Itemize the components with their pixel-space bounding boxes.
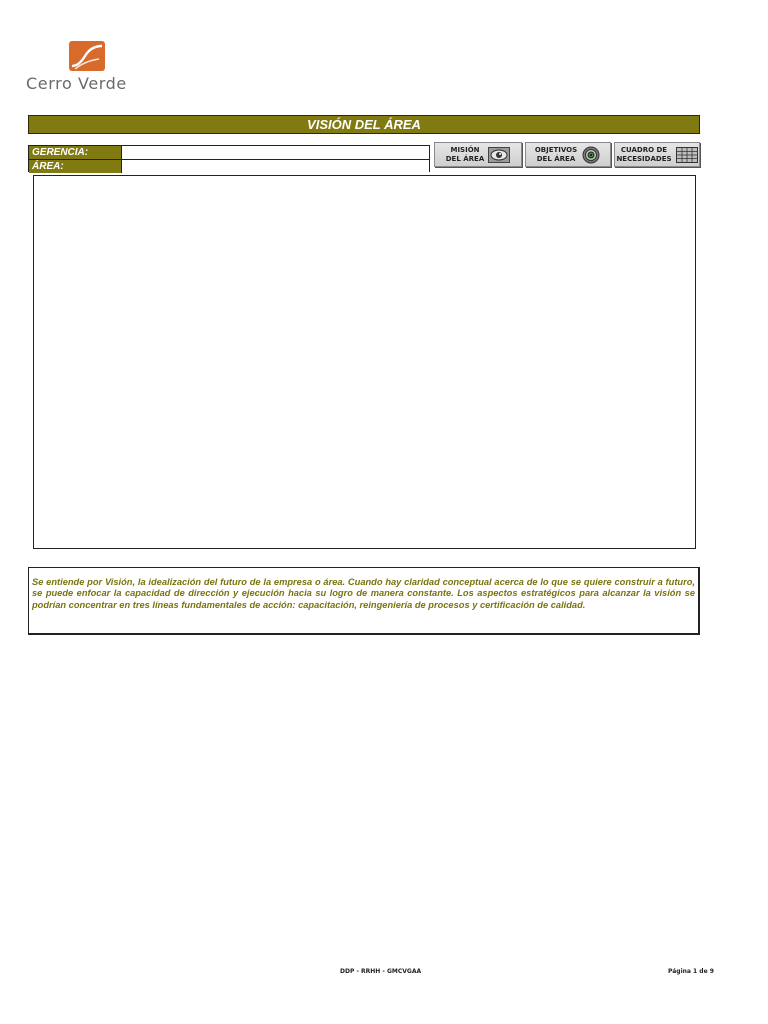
cuadro-button-label: CUADRO DE NECESIDADES: [616, 145, 672, 163]
footer-document-code: DDP - RRHH - GMCVGAA: [340, 968, 422, 975]
vision-definition-box: [28, 567, 700, 635]
vision-content-area[interactable]: [33, 175, 696, 549]
mision-button-label: MISIÓN DEL ÁREA: [445, 145, 485, 163]
eye-icon: [488, 147, 510, 163]
gerencia-label: GERENCIA:: [29, 146, 122, 159]
info-table: [28, 145, 430, 172]
gerencia-field[interactable]: [122, 146, 429, 159]
area-label: ÁREA:: [29, 160, 122, 173]
area-row: [29, 159, 429, 173]
gerencia-row: [29, 146, 429, 159]
area-field[interactable]: [122, 160, 429, 173]
mision-button[interactable]: [434, 142, 522, 167]
objetivos-button-label: OBJETIVOS DEL ÁREA: [534, 145, 578, 163]
target-icon: [581, 146, 601, 164]
cerro-verde-logo: [26, 40, 156, 96]
logo-wordmark: Cerro Verde: [26, 74, 127, 93]
footer-page-number: Página 1 de 9: [668, 968, 714, 975]
cuadro-necesidades-button[interactable]: [614, 142, 700, 167]
grid-table-icon: [676, 147, 698, 163]
vision-definition-text: Se entiende por Visión, la idealización del futuro de la empresa o área. Cuando hay claridad conceptual acerca de lo que se quiere construir a futuro, se puede enfocar la capacidad de dirección y ejecución hacia su logro de manera constante. Los aspectos estratégicos para alcanzar la visión se podrían concentrar en tres líneas fundamentales de acción: capacitación, reingeniería de procesos y certificación de calidad.: [32, 577, 695, 610]
page-title: VISIÓN DEL ÁREA: [28, 115, 700, 134]
cerro-verde-logo-mark-icon: [69, 41, 105, 71]
objetivos-button[interactable]: [525, 142, 611, 167]
